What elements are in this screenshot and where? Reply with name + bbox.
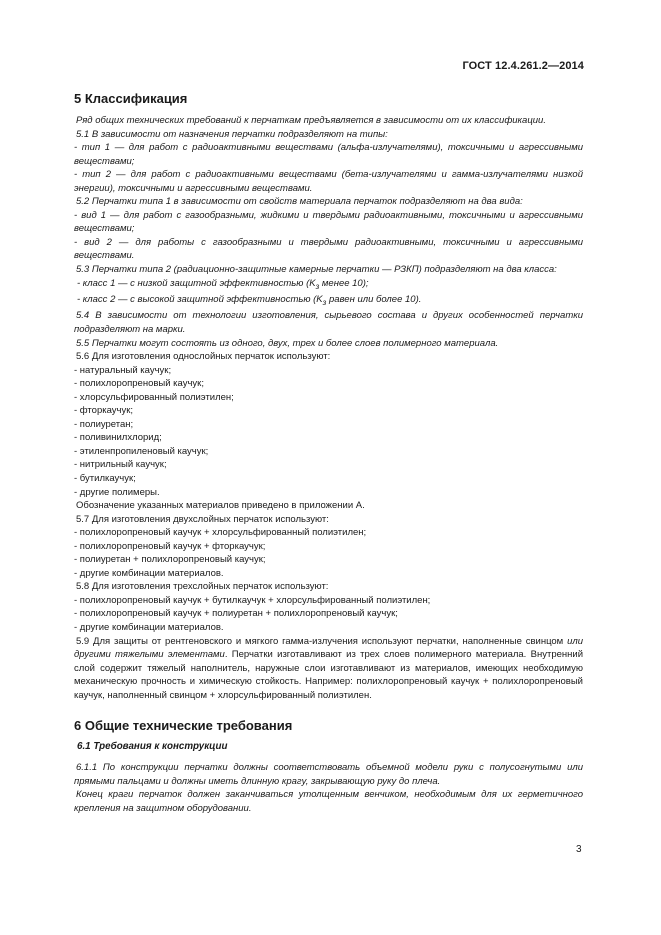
- paragraph-5-5: 5.5 Перчатки могут состоять из одного, двух, трех и более слоев полимерного материала.: [76, 337, 499, 349]
- three-layer-item: - полихлоропреновый каучук + бутилкаучук + хлорсульфированный полиэтилен;: [74, 594, 431, 606]
- paragraph-5-8: 5.8 Для изготовления трехслойных перчаток используют:: [76, 581, 329, 593]
- list-item-kind-1: - вид 1 — для работ с газообразными, жидкими и твердыми радиоактивными, токсичными и агрессивными веществами;: [74, 209, 583, 235]
- class-2-suffix: равен или более 10).: [326, 294, 422, 305]
- two-layer-item: - полиуретан + полихлоропреновый каучук;: [74, 554, 266, 566]
- paragraph-5-9: [74, 635, 583, 703]
- section-6-title: 6 Общие технические требования: [74, 718, 293, 734]
- paragraph-intro: Ряд общих технических требований к перчаткам предъявляется в зависимости от их классификации.: [76, 115, 546, 126]
- material-item: - бутилкаучук;: [74, 473, 136, 484]
- section-5-title: 5 Классификация: [74, 91, 188, 106]
- list-item-type-1: - тип 1 — для работ с радиоактивными веществами (альфа-излучателями), токсичными и агрессивными веществами;: [74, 142, 583, 167]
- p59-text-italic: или другими тяжелыми элементами: [74, 635, 583, 661]
- material-item: - другие полимеры.: [74, 486, 160, 498]
- two-layer-item: - полихлоропреновый каучук + хлорсульфированный полиэтилен;: [74, 527, 367, 539]
- paragraph-cuff: Конец краги перчаток должен заканчиваться утолщенным венчиком, необходимым для их герметичного крепления на защитном оборудовании.: [74, 789, 583, 814]
- document-header: ГОСТ 12.4.261.2—2014: [462, 60, 584, 72]
- page-content: [74, 91, 583, 815]
- two-layer-item: - полихлоропреновый каучук + фторкаучук;: [74, 540, 266, 552]
- list-item-type-2: - тип 2 — для работ с радиоактивными веществами (бета-излучателями и гамма-излучателями низкой энергии), токсичными и агрессивными веществами.: [74, 169, 583, 194]
- p59-text-c: . Перчатки изготавливают из трех слоев полимерного материала. Внутренний слой содержит тяжелый наполнитель, наружные слои изготавливают из материалов, имеющих необходимую механическую прочность и химическую стойкость. Например: полихлоропреновый каучук + полихлоропреновый каучук, наполненный свинцом + хлорсульфированный полиэтилен.: [74, 649, 583, 701]
- list-item-kind-2: - вид 2 — для работы с газообразными и твердыми радиоактивными, токсичными и агрессивными веществами.: [74, 236, 583, 262]
- material-item: - хлорсульфированный полиэтилен;: [74, 391, 234, 403]
- three-layer-item: - другие комбинации материалов.: [74, 622, 224, 634]
- p59-text-a: 5.9 Для защиты от рентгеновского и мягкого гамма-излучения используют перчатки, наполненные свинцом: [76, 635, 568, 647]
- class-1-text: - класс 1 — с низкой защитной эффективностью (K: [77, 277, 316, 289]
- material-item: - нитрильный каучук;: [74, 459, 167, 471]
- subsection-6-1-title: 6.1 Требования к конструкции: [77, 741, 228, 753]
- annex-note: Обозначение указанных материалов приведено в приложении А.: [76, 500, 365, 512]
- material-item: - полиуретан;: [74, 418, 134, 430]
- paragraph-5-2: 5.2 Перчатки типа 1 в зависимости от свойств материала перчаток подразделяют на два вида:: [76, 196, 523, 208]
- paragraph-5-7: 5.7 Для изготовления двухслойных перчаток используют:: [76, 513, 329, 525]
- paragraph-6-1-1: 6.1.1 По конструкции перчатки должны соответствовать объемной модели руки с полусогнутыми или прямыми пальцами и должны иметь длинную крагу, закрывающую руку до плеча.: [74, 762, 583, 787]
- class-2-text: - класс 2 — с высокой защитной эффективностью (K: [77, 294, 323, 305]
- paragraph-5-4: 5.4 В зависимости от технологии изготовления, сырьевого состава и других особенностей перчатки подразделяют на марки.: [74, 310, 583, 335]
- material-item: - поливинилхлорид;: [74, 432, 162, 444]
- class-1-suffix: менее 10);: [319, 277, 369, 289]
- page-number: 3: [576, 844, 582, 855]
- two-layer-item: - другие комбинации материалов.: [74, 567, 224, 579]
- material-item: - фторкаучук;: [74, 405, 134, 417]
- material-item: - этиленпропиленовый каучук;: [74, 445, 209, 457]
- list-item-class-2: [74, 293, 583, 309]
- paragraph-5-6: 5.6 Для изготовления однослойных перчаток используют:: [76, 351, 331, 363]
- three-layer-item: - полихлоропреновый каучук + полиуретан + полихлоропреновый каучук;: [74, 608, 398, 620]
- material-item: - полихлоропреновый каучук;: [74, 378, 204, 390]
- paragraph-5-3: 5.3 Перчатки типа 2 (радиационно-защитные камерные перчатки — РЗКП) подразделяют на два класса:: [76, 264, 557, 276]
- class-2-subscript: з: [322, 297, 327, 307]
- material-item: - натуральный каучук;: [74, 364, 172, 376]
- list-item-class-1: [74, 277, 583, 293]
- class-1-subscript: з: [315, 281, 320, 291]
- paragraph-5-1: 5.1 В зависимости от назначения перчатки подразделяют на типы:: [76, 128, 388, 140]
